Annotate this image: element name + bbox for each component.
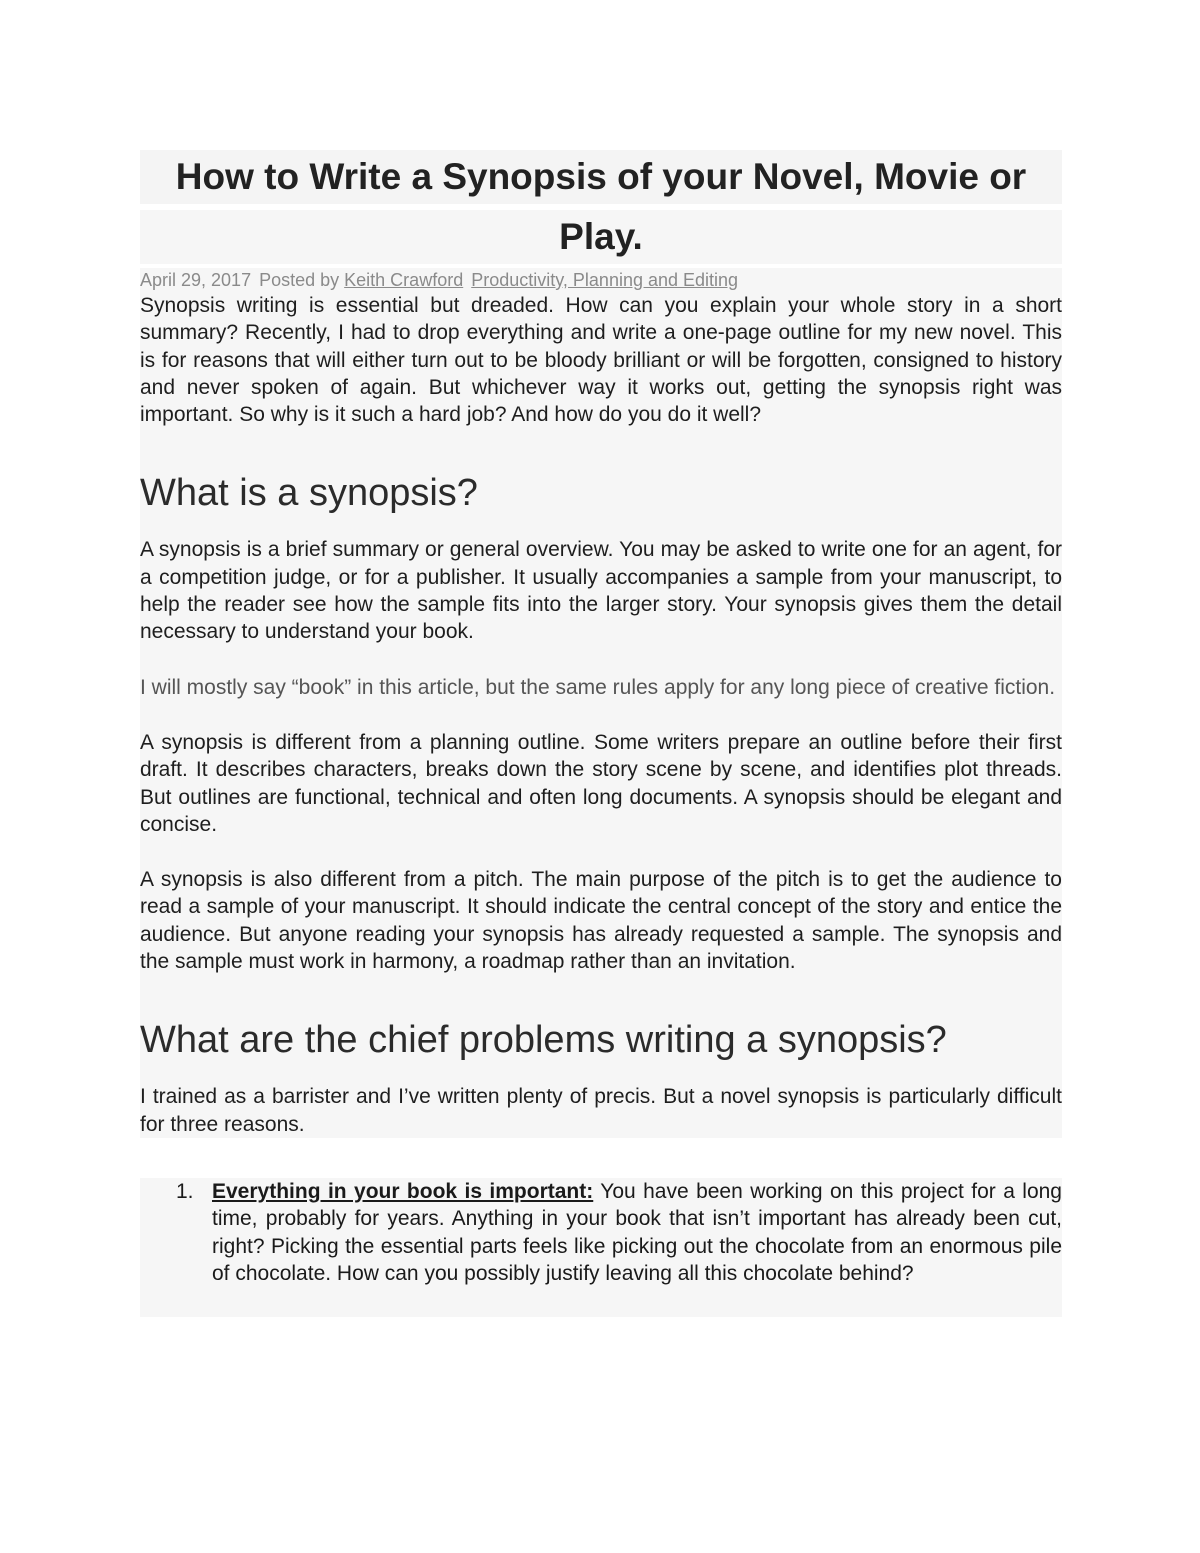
list-item-number: 1. [176,1179,194,1203]
section1-paragraph-4: A synopsis is also different from a pitch. The main purpose of the pitch is to get the audience to read a sample of your manuscript. It should indicate the central concept of the story and entice the audience. But anyone reading your synopsis has already requested a sample. The synopsis and the sample must work in harmony, a roadmap rather than an invitation. [140,868,1062,974]
intro-paragraph: Synopsis writing is essential but dreaded. How can you explain your whole story in a short summary? Recently, I had to drop everything and write a one-page outline for my new novel. This is for reasons that will either turn out to be bloody brilliant or will be forgotten, consigned to history and never spoken of again. But whichever way it works out, getting the synopsis right was important. So why is it such a hard job? And how do you do it well? [140,294,1062,427]
document-page [140,150,1062,1317]
list-item [140,1178,1062,1287]
list-item-term: Everything in your book is important: [212,1179,594,1203]
author-link[interactable]: Keith Crawford [344,270,464,290]
section-heading-what-is: What is a synopsis? [140,472,478,515]
title-line-1: How to Write a Synopsis of your Novel, Movie or [140,150,1062,204]
problems-list [140,1178,1062,1287]
post-date: April 29, 2017 [140,270,252,290]
article-title [140,150,1062,264]
section2-paragraph-1: I trained as a barrister and I’ve written plenty of precis. But a novel synopsis is particularly difficult for three reasons. [140,1085,1062,1136]
section1-paragraph-1: A synopsis is a brief summary or general overview. You may be asked to write one for an agent, for a competition judge, or for a publisher. It usually accompanies a sample from your manuscript, to help the reader see how the sample fits into the larger story. Your synopsis gives them the detail necessary to understand your book. [140,538,1062,644]
posted-by-label: Posted by [259,270,340,290]
list-item-text: You have been working on this project for a long time, probably for years. Anything in your book that isn’t important has already been cut, right? Picking the essential parts feels like picking out the chocolate from an enormous pile of chocolate. How can you possibly justify leaving all this chocolate behind? [212,1179,1062,1285]
category-link[interactable]: Productivity, Planning and Editing [471,270,739,290]
section1-paragraph-2: I will mostly say “book” in this article, but the same rules apply for any long piece of creative fiction. [140,675,1056,699]
section1-paragraph-3: A synopsis is different from a planning outline. Some writers prepare an outline before their first draft. It describes characters, breaks down the story scene by scene, and identifies plot threads. But outlines are functional, technical and often long documents. A synopsis should be elegant and concise. [140,730,1062,836]
section-heading-chief-problems: What are the chief problems writing a synopsis? [140,1019,947,1062]
article-meta [140,268,1062,292]
title-line-2: Play. [140,210,1062,264]
